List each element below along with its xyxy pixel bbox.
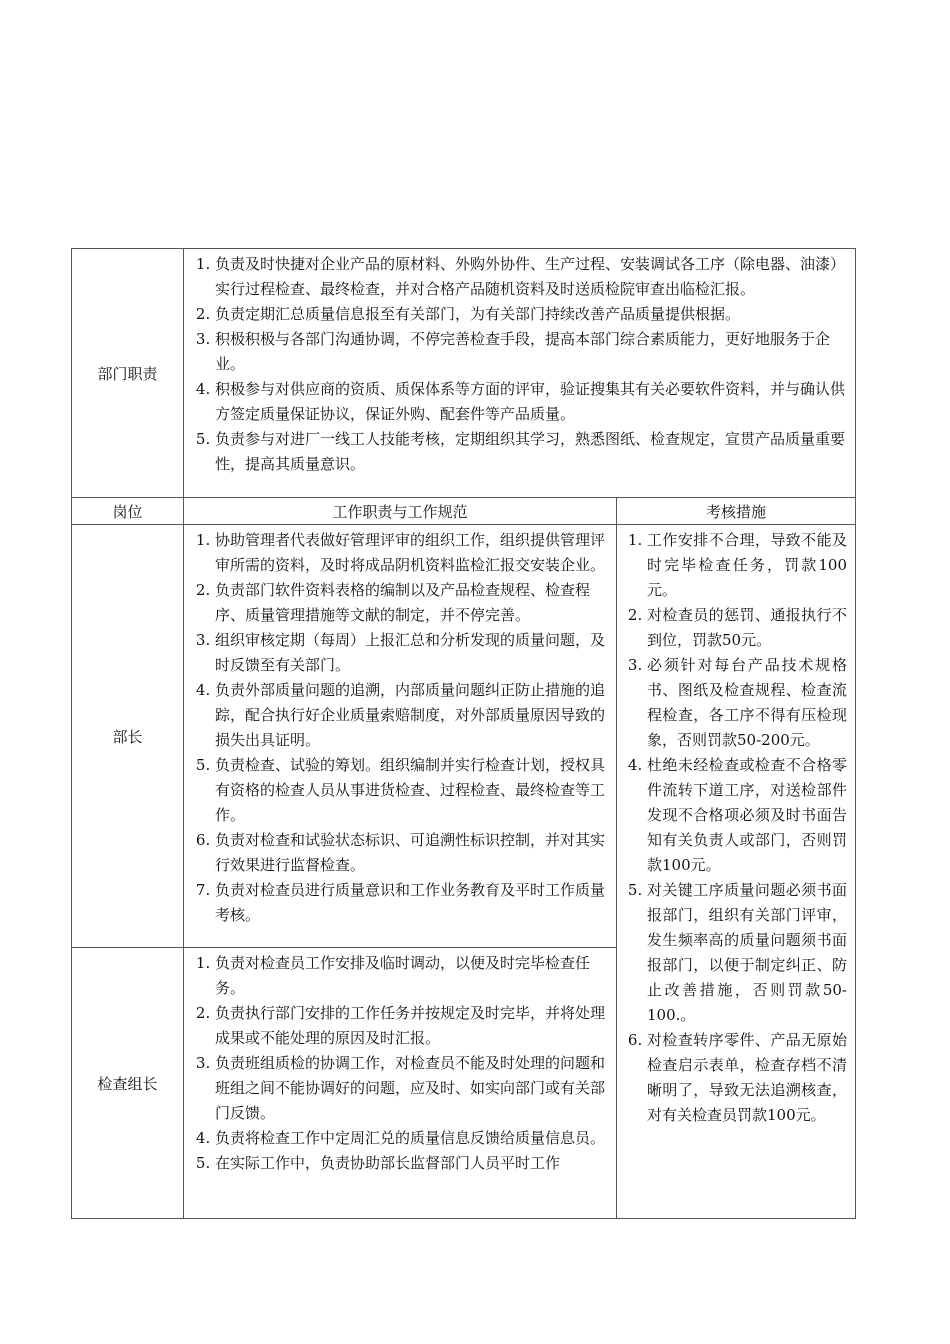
measures-cell [617, 525, 856, 1219]
team-leader-duties-list [184, 948, 616, 1176]
minister-label: 部长 [72, 525, 184, 948]
header-row [72, 498, 856, 525]
dept-duty-item: 5. 负责参与对进厂一线工人技能考核，定期组织其学习，熟悉图纸、检查规定，宣贯产品质量重要性，提高其质量意识。 [215, 427, 849, 477]
dept-duties-label: 部门职责 [72, 249, 184, 498]
minister-duty-item: 5. 负责检查、试验的筹划。组织编制并实行检查计划，授权具有资格的检查人员从事进货检查、过程检查、最终检查等工作。 [215, 753, 610, 828]
team-leader-duty-item: 3. 负责班组质检的协调工作，对检查员不能及时处理的问题和班组之间不能协调好的问题，应及时、如实向部门或有关部门反馈。 [215, 1051, 610, 1126]
minister-duty-item: 1. 协助管理者代表做好管理评审的组织工作，组织提供管理评审所需的资料，及时将成品阴机资料监检汇报交安装企业。 [215, 528, 610, 578]
dept-duties-list [184, 249, 855, 477]
team-leader-duty-item: 5. 在实际工作中，负责协助部长监督部门人员平时工作 [215, 1151, 610, 1176]
minister-duty-item: 4. 负责外部质量问题的追溯，内部质量问题纠正防止措施的追踪，配合执行好企业质量索赔制度，对外部质量原因导致的损失出具证明。 [215, 678, 610, 753]
dept-duties-row [72, 249, 856, 498]
minister-duty-item: 7. 负责对检查员进行质量意识和工作业务教育及平时工作质量考核。 [215, 878, 610, 928]
minister-duty-item: 3. 组织审核定期（每周）上报汇总和分析发现的质量问题，及时反馈至有关部门。 [215, 628, 610, 678]
measure-item: 2. 对检查员的惩罚、通报执行不到位，罚款50元。 [647, 603, 847, 653]
dept-duties-cell [184, 249, 856, 498]
measures-list [617, 525, 855, 1128]
minister-duty-item: 6. 负责对检查和试验状态标识、可追溯性标识控制，并对其实行效果进行监督检查。 [215, 828, 610, 878]
team-leader-duty-item: 1. 负责对检查员工作安排及临时调动，以便及时完毕检查任务。 [215, 951, 610, 1001]
header-measures: 考核措施 [617, 498, 856, 525]
dept-duty-item: 3. 积极积极与各部门沟通协调，不停完善检查手段，提高本部门综合素质能力，更好地服务于企业。 [215, 327, 849, 377]
dept-duty-item: 4. 积极参与对供应商的资质、质保体系等方面的评审，验证搜集其有关必要软件资料，并与确认供方签定质量保证协议，保证外购、配套件等产品质量。 [215, 377, 849, 427]
header-duties: 工作职责与工作规范 [184, 498, 617, 525]
responsibility-table [71, 248, 856, 1219]
measure-item: 4. 杜绝未经检查或检查不合格零件流转下道工序，对送检部件发现不合格项必须及时书面告知有关负责人或部门，否则罚款100元。 [647, 753, 847, 878]
team-leader-label: 检查组长 [72, 948, 184, 1219]
team-leader-duty-item: 2. 负责执行部门安排的工作任务并按规定及时完毕，并将处理成果或不能处理的原因及时汇报。 [215, 1001, 610, 1051]
team-leader-duty-item: 4. 负责将检查工作中定周汇兑的质量信息反馈给质量信息员。 [215, 1126, 610, 1151]
team-leader-duties-cell [184, 948, 617, 1219]
minister-duty-item: 2. 负责部门软件资料表格的编制以及产品检查规程、检查程序、质量管理措施等文献的制定，并不停完善。 [215, 578, 610, 628]
measure-item: 3. 必须针对每台产品技术规格书、图纸及检查规程、检查流程检查，各工序不得有压检现象，否则罚款50-200元。 [647, 653, 847, 753]
dept-duty-item: 1. 负责及时快捷对企业产品的原材料、外购外协件、生产过程、安装调试各工序（除电器、油漆）实行过程检查、最终检查，并对合格产品随机资料及时送质检院审查出临检汇报。 [215, 252, 849, 302]
minister-duties-cell [184, 525, 617, 948]
minister-row [72, 525, 856, 948]
measure-item: 1. 工作安排不合理，导致不能及时完毕检查任务，罚款100元。 [647, 528, 847, 603]
minister-duties-list [184, 525, 616, 928]
measure-item: 6. 对检查转序零件、产品无原始检查启示表单，检查存档不清晰明了，导致无法追溯核查，对有关检查员罚款100元。 [647, 1028, 847, 1128]
measure-item: 5. 对关键工序质量问题必须书面报部门，组织有关部门评审，发生频率高的质量问题须书面报部门，以便于制定纠正、防止改善措施，否则罚款50-100.。 [647, 878, 847, 1028]
header-position: 岗位 [72, 498, 184, 525]
dept-duty-item: 2. 负责定期汇总质量信息报至有关部门，为有关部门持续改善产品质量提供根据。 [215, 302, 849, 327]
